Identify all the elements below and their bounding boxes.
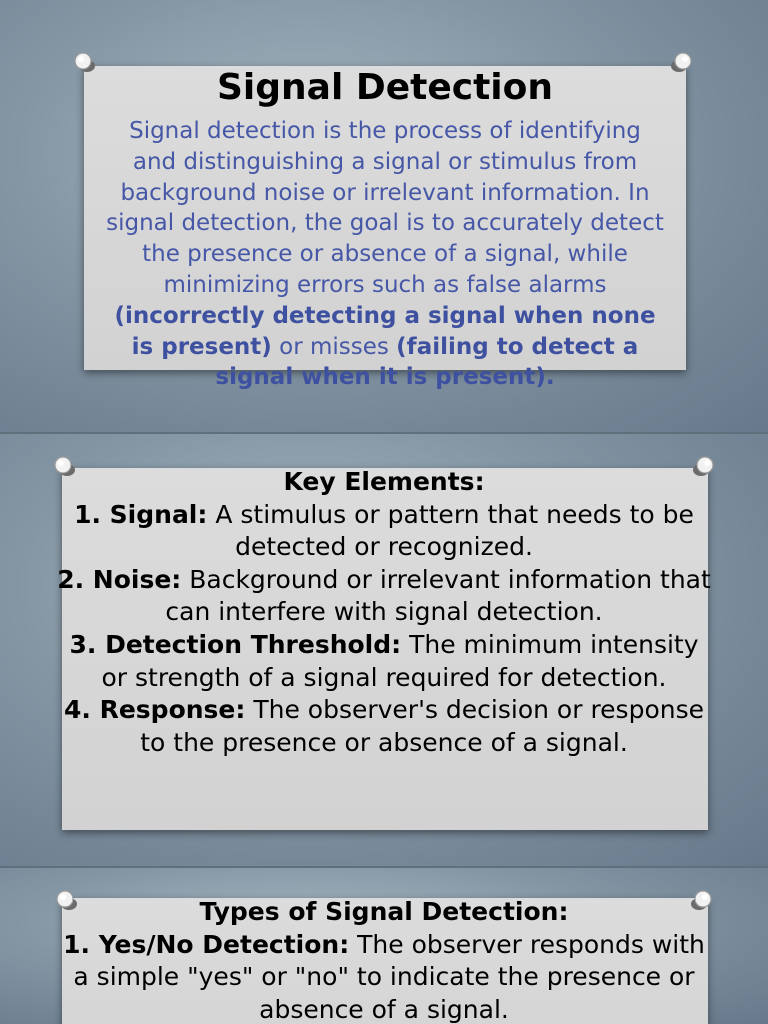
item-text: The observer responds with a simple "yes" or "no" to indicate the presence or absence of a signal.: [73, 929, 705, 1024]
types-body: [56, 896, 712, 1024]
item-label: 1. Signal:: [74, 499, 208, 529]
key-elements-body: [56, 466, 712, 759]
slide-3: [0, 868, 768, 1024]
item-label: 2. Noise:: [57, 564, 182, 594]
item-text: The observer's decision or response to the presence or absence of a signal.: [140, 695, 704, 757]
slide-1: [0, 0, 768, 432]
body-text-misses: or misses: [271, 333, 397, 360]
key-elements-heading: Key Elements:: [283, 467, 485, 496]
item-label: 4. Response:: [64, 695, 246, 725]
types-heading: Types of Signal Detection:: [199, 897, 569, 926]
slide-1-body: [104, 116, 666, 393]
slide-2: [0, 434, 768, 866]
body-bold-misses: (failing to detect a signal when it is present).: [215, 333, 639, 391]
item-text: Background or irrelevant information that can interfere with signal detection.: [165, 564, 711, 627]
item-text: The minimum intensity or strength of a signal required for detection.: [101, 629, 699, 692]
item-label: 1. Yes/No Detection:: [63, 929, 350, 959]
slide-title: Signal Detection: [216, 67, 553, 108]
item-text: A stimulus or pattern that needs to be detected or recognized.: [207, 499, 694, 562]
body-text: Signal detection is the process of identifying and distinguishing a signal or stimulus from background noise or irrelevant information. In signal detection, the goal is to accurately detect the presence or absence of a signal, while minimizing errors such as false alarms: [106, 118, 664, 298]
item-label: 3. Detection Threshold:: [69, 629, 402, 659]
body-bold-false-alarms: (incorrectly detecting a signal when none is present): [114, 302, 656, 360]
